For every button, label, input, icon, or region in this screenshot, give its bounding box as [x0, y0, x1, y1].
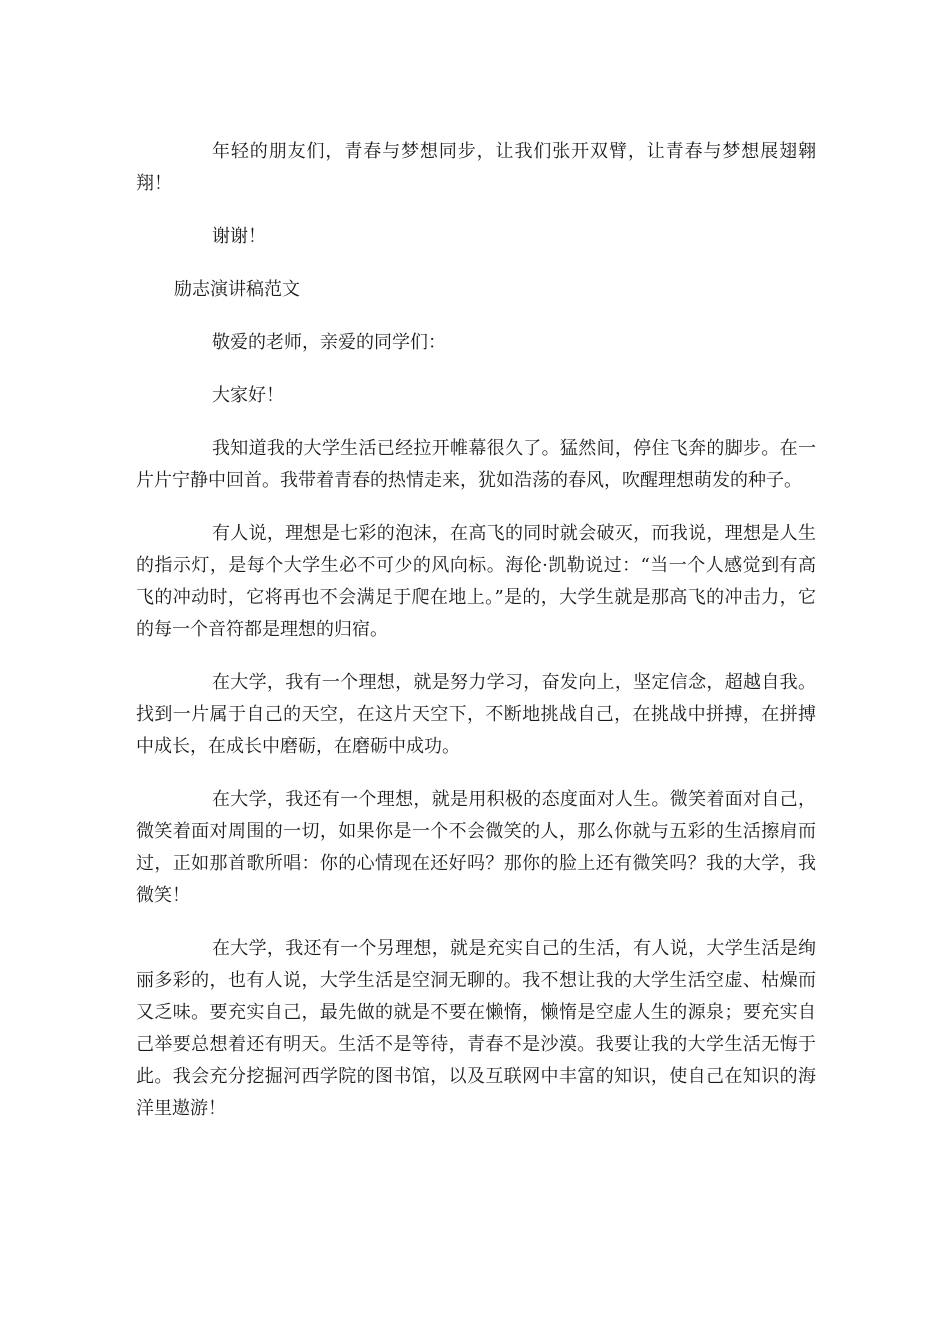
- section-title: 励志演讲稿范文: [174, 279, 300, 300]
- body-paragraph: 在大学，我还有一个另理想，就是充实自己的生活，有人说，大学生活是绚丽多彩的，也有人说，大学生活是空洞无聊的。我不想让我的大学生活空虚、枯燥而又乏味。要充实自己，最先做的就是不要在懒惰，懒惰是空虚人生的源泉；要充实自己举要总想着还有明天。生活不是等待，青春不是沙漠。我要让我的大学生活无悔于此。我会充分挖掘河西学院的图书馆，以及互联网中丰富的知识，使自己在知识的海洋里遨游！: [136, 938, 816, 1119]
- salutation: 敬爱的老师，亲爱的同学们：: [212, 332, 446, 353]
- document-content: [136, 136, 816, 1146]
- body-paragraph: 我知道我的大学生活已经拉开帷幕很久了。猛然间，停住飞奔的脚步。在一片片宁静中回首。我带着青春的热情走来，犹如浩荡的春风，吹醒理想萌发的种子。: [136, 438, 816, 491]
- body-paragraph: 在大学，我有一个理想，就是努力学习，奋发向上，坚定信念，超越自我。找到一片属于自己的天空，在这片天空下，不断地挑战自己，在挑战中拼搏，在拼搏中成长，在成长中磨砺，在磨砺中成功。: [136, 672, 816, 757]
- body-paragraph: 在大学，我还有一个理想，就是用积极的态度面对人生。微笑着面对自己，微笑着面对周围的一切，如果你是一个不会微笑的人，那么你就与五彩的生活擦肩而过，正如那首歌所唱：你的心情现在还好吗？那你的脸上还有微笑吗？我的大学，我微笑！: [136, 789, 816, 906]
- closing-paragraph: 年轻的朋友们，青春与梦想同步，让我们张开双臂，让青春与梦想展翅翱翔！: [136, 141, 816, 194]
- body-paragraph: 有人说，理想是七彩的泡沫，在高飞的同时就会破灭，而我说，理想是人生的指示灯，是每个大学生必不可少的风向标。海伦·凯勒说过：“当一个人感觉到有高飞的冲动时，它将再也不会满足于爬在地上。”是的，大学生就是那高飞的冲击力，它的每一个音符都是理想的归宿。: [136, 523, 816, 640]
- thanks-line: 谢谢！: [212, 226, 266, 247]
- greeting: 大家好！: [212, 385, 284, 406]
